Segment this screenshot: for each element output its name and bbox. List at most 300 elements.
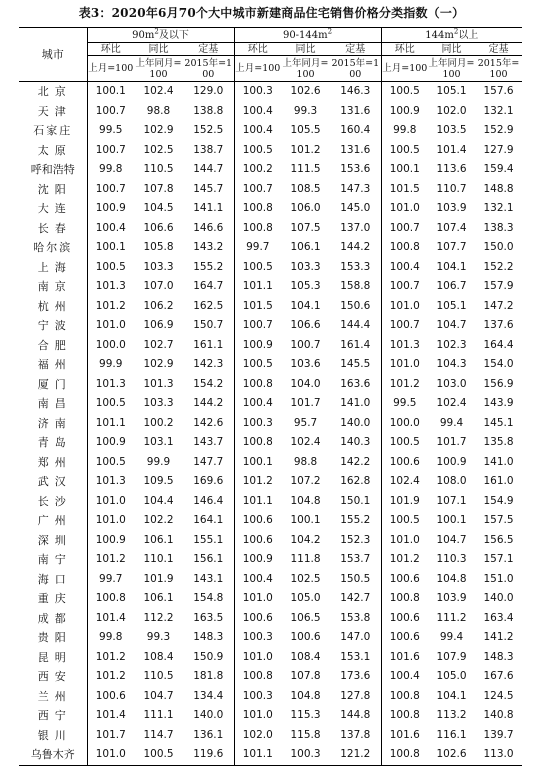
index-value-mom: 100.8 (234, 433, 281, 453)
index-value-yoy: 100.1 (290, 514, 321, 526)
city-name: 太原 (37, 143, 72, 157)
index-value-mom: 100.9 (381, 102, 428, 122)
table-row (19, 531, 522, 551)
table-row (19, 609, 522, 629)
index-value-mom: 101.1 (234, 492, 281, 512)
table-row (19, 141, 522, 161)
index-value-yoy: 106.1 (143, 533, 174, 546)
index-value-mom: 101.0 (234, 648, 281, 668)
index-value-base: 161.0 (483, 475, 514, 487)
index-value-base: 150.0 (483, 241, 514, 253)
index-value-base: 146.4 (193, 494, 224, 507)
table-row (19, 745, 522, 765)
group-header-large-sup: 2 (453, 27, 459, 36)
index-value-base: 147.7 (193, 455, 224, 468)
index-value-yoy: 105.0 (290, 592, 321, 604)
index-value-mom: 100.7 (234, 180, 281, 200)
table-row (19, 238, 522, 258)
city-name: 南昌 (37, 397, 72, 410)
index-value-base: 162.5 (193, 299, 224, 312)
index-value-yoy: 102.3 (436, 338, 467, 351)
index-value-base: 150.1 (340, 494, 371, 507)
index-value-base: 154.8 (193, 592, 224, 604)
index-value-yoy: 106.7 (436, 280, 467, 292)
index-value-mom: 100.8 (87, 589, 134, 609)
index-value-base: 153.3 (340, 260, 371, 273)
index-value-mom: 100.3 (234, 82, 281, 102)
index-value-base: 129.0 (193, 85, 224, 97)
index-value-mom: 101.1 (234, 277, 281, 297)
index-value-base: 137.6 (483, 319, 514, 331)
index-value-yoy: 98.8 (146, 104, 171, 117)
index-value-base: 131.6 (340, 143, 371, 156)
index-value-mom: 101.0 (381, 297, 428, 317)
index-value-yoy: 111.5 (290, 163, 321, 175)
index-value-yoy: 109.5 (143, 475, 174, 487)
index-value-mom: 101.4 (87, 706, 134, 726)
index-value-base: 148.3 (193, 631, 224, 643)
index-value-mom: 101.2 (87, 648, 134, 668)
table-row (19, 550, 522, 570)
index-value-mom: 100.4 (234, 394, 281, 414)
index-value-mom: 100.7 (234, 316, 281, 336)
index-value-mom: 100.6 (381, 628, 428, 648)
index-value-base: 136.1 (193, 728, 224, 741)
index-value-mom: 100.7 (381, 277, 428, 297)
index-value-yoy: 105.8 (143, 241, 174, 253)
index-value-yoy: 111.8 (290, 553, 321, 565)
index-value-mom: 100.6 (234, 609, 281, 629)
city-name: 西宁 (37, 709, 72, 722)
table-row (19, 570, 522, 590)
index-value-mom: 100.5 (234, 355, 281, 375)
index-value-yoy: 104.2 (290, 533, 321, 546)
table-row (19, 628, 522, 648)
table-row (19, 258, 522, 278)
index-value-yoy: 106.6 (143, 221, 174, 234)
base-label-yoy: 上年同月=100 (135, 57, 182, 80)
group-header-medium-sup: 2 (327, 27, 333, 36)
index-value-mom: 100.1 (234, 453, 281, 473)
index-value-yoy: 101.3 (143, 377, 174, 390)
subheader-base: 定基 (475, 43, 522, 56)
index-value-mom: 100.3 (234, 687, 281, 707)
index-value-mom: 100.8 (381, 687, 428, 707)
index-value-yoy: 107.0 (143, 280, 174, 292)
index-value-yoy: 106.1 (290, 241, 321, 253)
index-value-mom: 100.9 (87, 433, 134, 453)
index-value-mom: 100.6 (381, 453, 428, 473)
group-header-small-sup: 2 (154, 27, 159, 36)
table-row (19, 394, 522, 414)
index-value-base: 152.9 (483, 124, 514, 136)
city-name: 上海 (37, 260, 72, 274)
index-value-yoy: 104.0 (290, 377, 321, 390)
index-value-yoy: 100.6 (290, 631, 321, 643)
index-value-yoy: 104.1 (436, 260, 467, 273)
index-value-mom: 100.1 (87, 82, 134, 102)
table-row (19, 667, 522, 687)
city-name: 大连 (37, 202, 72, 215)
index-value-base: 173.6 (340, 670, 371, 682)
index-value-mom: 102.4 (381, 472, 428, 492)
index-value-yoy: 111.2 (436, 611, 467, 624)
subheader-mom: 环比 (234, 43, 281, 56)
base-label-mom: 上月=100 (234, 56, 281, 82)
index-value-base: 143.2 (193, 241, 224, 253)
city-name: 福州 (37, 358, 72, 371)
index-value-mom: 100.8 (381, 745, 428, 765)
subheader-base: 定基 (183, 43, 234, 56)
index-value-mom: 100.4 (234, 102, 281, 122)
index-value-mom: 99.8 (87, 160, 134, 180)
index-value-base: 144.7 (193, 163, 224, 175)
index-value-mom: 100.6 (234, 531, 281, 551)
index-value-yoy: 99.9 (146, 455, 171, 468)
index-value-yoy: 98.8 (293, 455, 318, 468)
city-name: 广州 (37, 514, 72, 527)
city-name: 济南 (37, 416, 72, 430)
index-value-mom: 101.3 (87, 472, 134, 492)
group-header-small (87, 28, 234, 43)
index-value-base: 169.6 (193, 475, 224, 487)
index-value-base: 141.0 (340, 397, 371, 409)
table-row (19, 433, 522, 453)
index-value-base: 135.8 (483, 436, 514, 448)
group-header-medium (234, 28, 381, 43)
index-value-base: 142.2 (340, 455, 371, 468)
index-value-yoy: 105.5 (290, 124, 321, 136)
city-name: 长沙 (37, 494, 72, 508)
index-value-mom: 100.5 (234, 141, 281, 161)
city-name: 青岛 (37, 436, 72, 449)
index-value-mom: 101.4 (87, 609, 134, 629)
index-value-base: 127.9 (483, 143, 514, 156)
index-value-yoy: 107.5 (290, 221, 321, 234)
index-value-yoy: 110.1 (143, 553, 174, 565)
index-value-yoy: 104.8 (290, 689, 321, 702)
index-value-mom: 99.5 (381, 394, 428, 414)
index-value-mom: 99.8 (381, 121, 428, 141)
index-value-base: 150.5 (340, 572, 371, 585)
table-header (19, 28, 522, 82)
index-value-yoy: 103.5 (436, 124, 467, 136)
index-value-yoy: 102.5 (290, 572, 321, 585)
index-value-base: 161.4 (340, 338, 371, 351)
index-value-yoy: 103.3 (290, 260, 321, 273)
index-value-base: 145.0 (340, 202, 371, 214)
index-value-yoy: 100.2 (143, 416, 174, 429)
index-value-base: 145.5 (340, 358, 371, 370)
index-value-base: 140.0 (193, 709, 224, 721)
index-value-mom: 100.1 (381, 160, 428, 180)
group-header-large (381, 28, 522, 43)
index-value-mom: 100.0 (87, 336, 134, 356)
index-value-base: 121.2 (340, 748, 371, 760)
index-value-yoy: 114.7 (143, 728, 174, 741)
index-value-base: 134.4 (193, 689, 224, 702)
index-value-mom: 101.0 (87, 745, 134, 765)
table-row (19, 121, 522, 141)
index-value-base: 163.6 (340, 377, 371, 390)
index-value-yoy: 108.5 (290, 182, 321, 195)
index-value-yoy: 100.5 (143, 748, 174, 760)
index-value-base: 140.0 (340, 416, 371, 429)
index-value-yoy: 115.3 (290, 709, 321, 721)
table-row (19, 199, 522, 219)
index-value-yoy: 107.8 (290, 670, 321, 682)
subheader-mom: 环比 (87, 43, 134, 56)
index-value-mom: 100.7 (87, 180, 134, 200)
index-value-mom: 101.7 (87, 726, 134, 746)
index-value-yoy: 110.7 (436, 182, 467, 195)
city-name: 昆明 (37, 650, 72, 664)
index-value-mom: 100.8 (234, 199, 281, 219)
index-value-base: 127.8 (340, 689, 371, 702)
index-value-base: 144.8 (340, 709, 371, 721)
index-value-yoy: 104.1 (290, 299, 321, 312)
index-value-mom: 100.5 (381, 82, 428, 102)
table-body (19, 82, 522, 766)
index-value-mom: 100.7 (87, 102, 134, 122)
index-value-base: 142.6 (193, 416, 224, 429)
index-value-mom: 101.2 (381, 375, 428, 395)
city-name: 北京 (37, 85, 72, 98)
index-value-base: 159.4 (483, 163, 514, 175)
index-value-mom: 101.2 (87, 550, 134, 570)
index-value-base: 142.7 (340, 592, 371, 604)
index-value-yoy: 110.5 (143, 163, 174, 175)
index-value-yoy: 101.9 (143, 572, 174, 585)
index-value-mom: 101.2 (87, 297, 134, 317)
index-value-mom: 100.6 (381, 609, 428, 629)
index-value-base: 140.3 (340, 436, 371, 448)
table-row (19, 316, 522, 336)
index-value-base: 156.1 (193, 553, 224, 565)
subheader-yoy: 同比 (134, 43, 183, 56)
index-value-yoy: 113.2 (436, 709, 467, 721)
index-value-yoy: 102.9 (143, 358, 174, 370)
index-value-mom: 101.6 (381, 726, 428, 746)
index-value-yoy: 107.4 (436, 221, 467, 234)
index-value-base: 157.6 (483, 85, 514, 97)
index-value-yoy: 102.5 (143, 143, 174, 156)
index-value-yoy: 100.7 (290, 338, 321, 351)
index-value-mom: 101.5 (234, 297, 281, 317)
index-value-base: 124.5 (483, 689, 514, 702)
index-value-base: 154.0 (483, 358, 514, 370)
index-value-base: 157.1 (483, 553, 514, 565)
index-value-yoy: 103.6 (290, 358, 321, 370)
index-value-mom: 100.4 (381, 667, 428, 687)
index-value-base: 148.3 (483, 650, 514, 663)
base-label-mom: 上月=100 (381, 56, 428, 82)
table-row (19, 414, 522, 434)
index-value-base: 146.3 (340, 85, 371, 97)
index-value-mom: 100.7 (381, 316, 428, 336)
index-value-mom: 101.2 (381, 550, 428, 570)
index-value-base: 154.2 (193, 377, 224, 390)
base-label-base: 2015年=100 (331, 57, 380, 80)
index-value-yoy: 103.3 (143, 260, 174, 273)
table-title: 表3：2020年6月70个大中城市新建商品住宅销售价格分类指数（一） (78, 6, 465, 20)
index-value-yoy: 104.4 (143, 494, 174, 507)
index-value-base: 132.1 (483, 104, 514, 117)
index-value-yoy: 99.3 (293, 104, 318, 117)
index-value-yoy: 100.9 (436, 455, 467, 468)
subheader-yoy: 同比 (281, 43, 330, 56)
base-label-base: 2015年=100 (184, 57, 233, 80)
index-value-base: 163.4 (483, 611, 514, 624)
index-value-yoy: 102.7 (143, 338, 174, 351)
index-value-mom: 101.1 (234, 745, 281, 765)
index-value-yoy: 116.1 (436, 728, 467, 741)
index-value-mom: 100.7 (87, 141, 134, 161)
table-row (19, 706, 522, 726)
index-value-yoy: 107.1 (436, 494, 467, 507)
index-value-mom: 100.6 (381, 570, 428, 590)
index-value-base: 156.5 (483, 533, 514, 546)
index-value-base: 150.7 (193, 319, 224, 331)
index-value-yoy: 102.0 (436, 104, 467, 117)
index-value-mom: 100.8 (234, 667, 281, 687)
index-value-mom: 100.8 (234, 375, 281, 395)
index-value-base: 146.6 (193, 221, 224, 234)
index-value-base: 152.2 (483, 260, 514, 273)
index-value-base: 162.8 (340, 475, 371, 487)
index-value-base: 140.0 (483, 592, 514, 604)
index-value-base: 150.9 (193, 650, 224, 663)
table-row (19, 160, 522, 180)
table-row (19, 648, 522, 668)
index-value-yoy: 102.2 (143, 514, 174, 526)
table-row (19, 82, 522, 102)
index-value-base: 140.8 (483, 709, 514, 721)
index-value-mom: 100.4 (87, 219, 134, 239)
index-value-yoy: 105.1 (436, 85, 467, 97)
index-value-yoy: 105.3 (290, 280, 321, 292)
index-value-base: 155.1 (193, 533, 224, 546)
index-value-base: 131.6 (340, 104, 371, 117)
table-row (19, 277, 522, 297)
index-value-base: 144.2 (193, 397, 224, 409)
index-value-mom: 101.0 (87, 316, 134, 336)
index-value-yoy: 95.7 (293, 416, 318, 429)
index-value-yoy: 106.2 (143, 299, 174, 312)
index-value-base: 160.4 (340, 124, 371, 136)
index-value-yoy: 107.7 (436, 241, 467, 253)
city-name: 乌鲁木齐 (30, 748, 75, 761)
index-value-base: 153.6 (340, 163, 371, 175)
group-header-small-label: 90m (132, 29, 155, 41)
index-value-base: 141.1 (193, 202, 224, 214)
index-value-mom: 101.5 (381, 180, 428, 200)
city-name: 南京 (37, 280, 72, 293)
index-value-mom: 100.5 (87, 394, 134, 414)
base-label-base: 2015年=100 (475, 56, 522, 82)
index-value-mom: 100.0 (381, 414, 428, 434)
index-value-yoy: 110.3 (436, 553, 467, 565)
index-value-base: 145.1 (483, 416, 514, 429)
index-value-yoy: 115.8 (290, 728, 321, 741)
index-value-mom: 101.0 (234, 589, 281, 609)
index-value-yoy: 104.5 (143, 202, 174, 214)
index-value-base: 154.9 (483, 494, 514, 507)
index-value-mom: 101.9 (381, 492, 428, 512)
table-row (19, 589, 522, 609)
index-value-yoy: 100.3 (290, 748, 321, 760)
index-value-base: 164.7 (193, 280, 224, 292)
table-row (19, 511, 522, 531)
base-label-yoy: 上年同月=100 (282, 57, 329, 80)
index-value-yoy: 104.3 (436, 358, 467, 370)
table-row (19, 336, 522, 356)
index-value-base: 161.1 (193, 338, 224, 351)
subheader-mom: 环比 (381, 43, 428, 56)
city-name: 天津 (37, 104, 72, 118)
city-name: 兰州 (37, 689, 72, 703)
index-value-yoy: 101.4 (436, 143, 467, 156)
index-value-mom: 99.7 (87, 570, 134, 590)
index-value-mom: 99.7 (234, 238, 281, 258)
index-value-mom: 100.9 (234, 336, 281, 356)
price-index-table (19, 27, 522, 766)
index-value-base: 119.6 (193, 748, 224, 760)
city-name: 银川 (37, 728, 72, 742)
table-row (19, 180, 522, 200)
index-value-base: 137.8 (340, 728, 371, 741)
index-value-mom: 100.3 (234, 414, 281, 434)
city-name: 石家庄 (33, 124, 73, 137)
index-value-yoy: 102.9 (143, 124, 174, 136)
city-column-header: 城市 (19, 28, 87, 82)
index-value-yoy: 110.5 (143, 670, 174, 682)
index-value-mom: 100.1 (87, 238, 134, 258)
city-name: 贵阳 (37, 631, 72, 644)
index-value-base: 147.0 (340, 631, 371, 643)
index-value-yoy: 105.1 (436, 299, 467, 312)
index-value-mom: 102.0 (234, 726, 281, 746)
index-value-mom: 100.5 (234, 258, 281, 278)
index-value-base: 143.1 (193, 572, 224, 585)
index-value-base: 138.3 (483, 221, 514, 234)
index-value-base: 164.1 (193, 514, 224, 526)
index-value-base: 141.2 (483, 631, 514, 643)
index-value-base: 138.8 (193, 104, 224, 117)
base-label-yoy: 上年同月=100 (428, 57, 475, 80)
index-value-base: 156.9 (483, 377, 514, 390)
city-name: 南宁 (37, 553, 72, 566)
index-value-mom: 100.5 (87, 258, 134, 278)
table-row (19, 726, 522, 746)
index-value-base: 167.6 (483, 670, 514, 682)
index-value-yoy: 106.0 (290, 202, 321, 214)
index-value-mom: 101.0 (234, 706, 281, 726)
index-value-base: 151.0 (483, 572, 514, 585)
index-value-base: 138.7 (193, 143, 224, 156)
index-value-yoy: 113.6 (436, 163, 467, 175)
index-value-mom: 100.5 (381, 141, 428, 161)
index-value-mom: 101.1 (87, 414, 134, 434)
index-value-mom: 100.4 (234, 570, 281, 590)
index-value-yoy: 103.9 (436, 592, 467, 604)
subheader-base: 定基 (330, 43, 381, 56)
index-value-base: 137.0 (340, 221, 371, 234)
index-value-base: 155.2 (193, 260, 224, 273)
index-value-mom: 100.7 (381, 219, 428, 239)
index-value-base: 147.2 (483, 299, 514, 312)
index-value-yoy: 107.8 (143, 182, 174, 195)
